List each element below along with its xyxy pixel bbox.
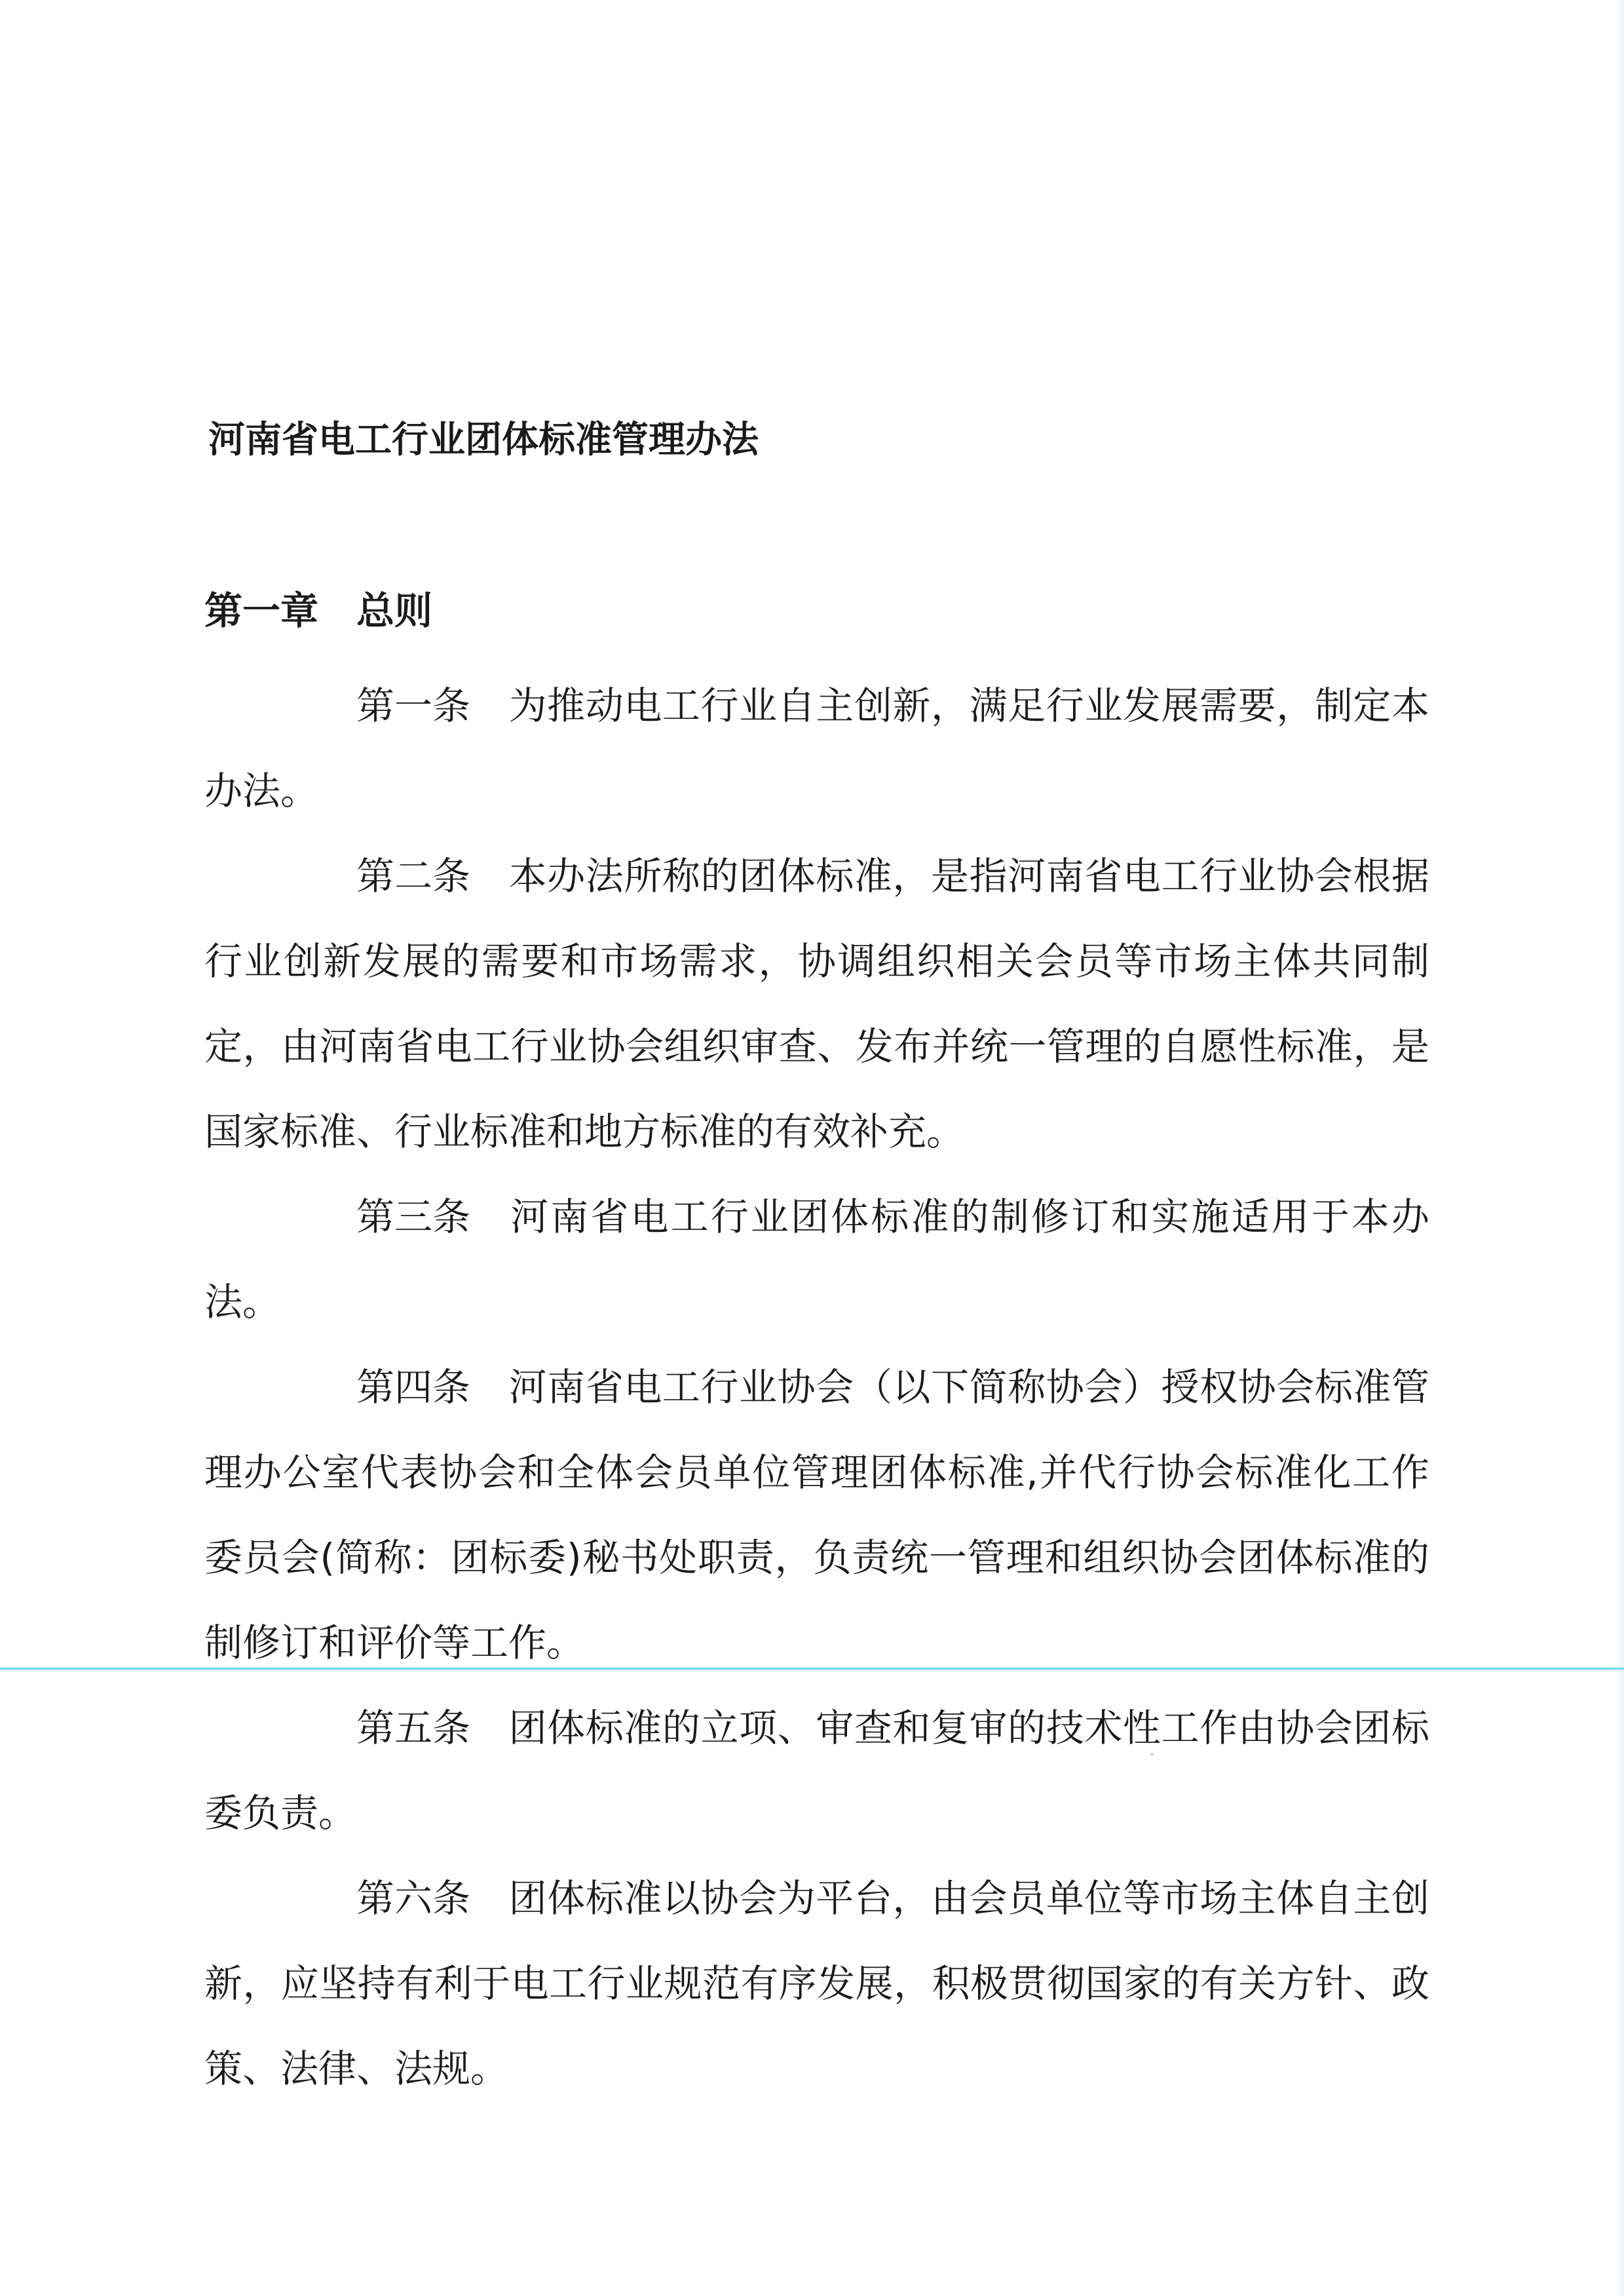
article-text: 为推动电工行业自主创新，满足行业发展需要，制定本办法。: [204, 683, 1429, 813]
article-4: [204, 1345, 1429, 1685]
document-title: 河南省电工行业团体标准管理办法: [208, 419, 759, 461]
article-number: 第一条: [356, 683, 471, 728]
article-5: [204, 1685, 1429, 1856]
article-text: 河南省电工行业团体标准的制修订和实施适用于本办法。: [204, 1195, 1429, 1324]
article-text: 本办法所称的团体标准，是指河南省电工行业协会根据行业创新发展的需要和市场需求，协调组织相关会员等市场主体共同制定，由河南省电工行业协会组织审查、发布并统一管理的自愿性标准，是国家标准、行业标准和地方标准的有效补充。: [204, 854, 1429, 1154]
article-number: 第二条: [356, 854, 471, 898]
article-number: 第六条: [356, 1876, 471, 1921]
chapter-heading: [204, 584, 432, 637]
scan-artifact-line: [0, 1668, 1624, 1670]
article-number: 第三条: [356, 1195, 471, 1239]
article-1: [204, 663, 1429, 833]
chapter-name: 总则: [356, 588, 433, 633]
article-2: [204, 833, 1429, 1174]
chapter-number: 第一章: [204, 588, 319, 633]
article-3: [204, 1174, 1429, 1345]
article-text: 河南省电工行业协会（以下简称协会）授权协会标准管理办公室代表协会和全体会员单位管理团体标准,并代行协会标准化工作委员会(简称：团标委)秘书处职责，负责统一管理和组织协会团体标准的制修订和评价等工作。: [204, 1365, 1429, 1665]
article-text: 团体标准以协会为平台，由会员单位等市场主体自主创新，应坚持有利于电工行业规范有序发展，积极贯彻国家的有关方针、政策、法律、法规。: [204, 1876, 1429, 2091]
article-number: 第四条: [356, 1365, 471, 1409]
page-edge-shadow: [1615, 0, 1624, 2296]
document-body: [204, 663, 1429, 2111]
scan-speck: [1151, 1753, 1153, 1755]
article-6: [204, 1856, 1429, 2111]
article-text: 团体标准的立项、审查和复审的技术性工作由协会团标委负责。: [204, 1706, 1429, 1835]
article-number: 第五条: [356, 1706, 471, 1750]
